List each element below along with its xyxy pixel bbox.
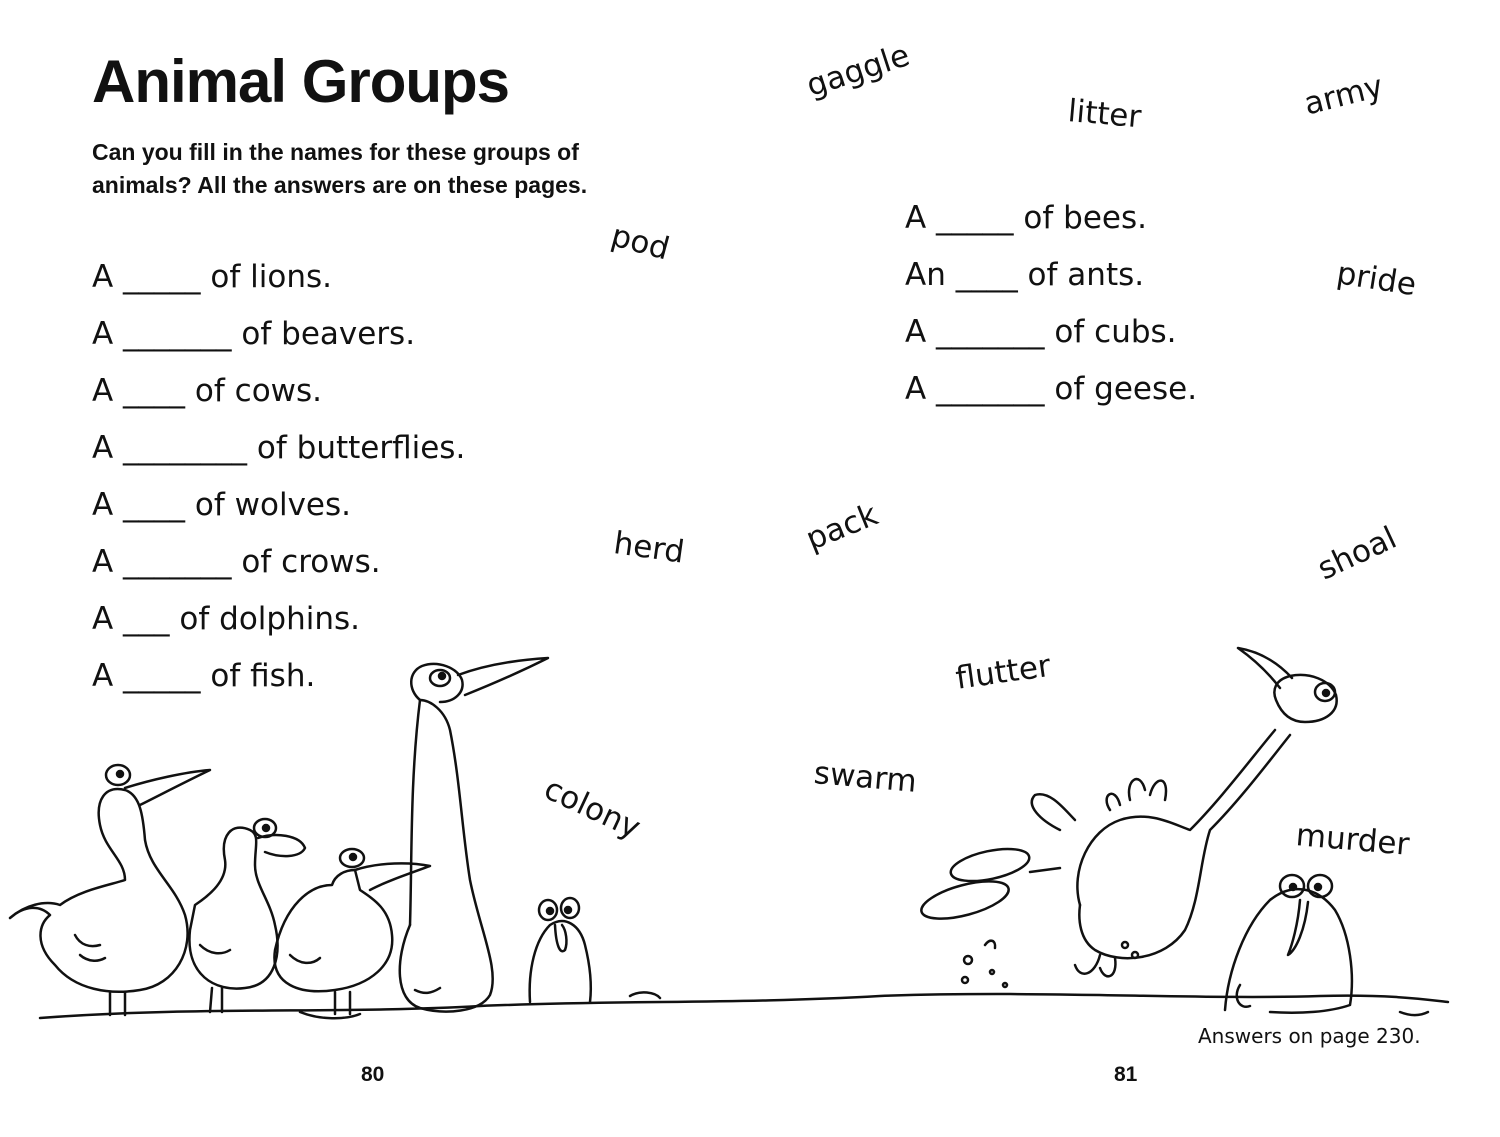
- answer-word-herd: herd: [611, 525, 687, 571]
- answer-word-gaggle: gaggle: [802, 37, 914, 105]
- page-number-left: 80: [361, 1063, 385, 1086]
- bird-1: [10, 765, 210, 1015]
- question-crows: A _______ of crows.: [92, 544, 381, 580]
- tall-heron: [400, 658, 548, 1012]
- question-butterflies: A ________ of butterflies.: [92, 430, 466, 466]
- question-bees: A _____ of bees.: [905, 200, 1147, 236]
- answer-word-flutter: flutter: [953, 647, 1053, 697]
- question-dolphins: A ___ of dolphins.: [92, 601, 360, 637]
- answer-word-pride: pride: [1334, 255, 1419, 304]
- question-fish: A _____ of fish.: [92, 658, 316, 694]
- answer-word-pack: pack: [801, 496, 883, 558]
- question-cubs: A _______ of cubs.: [905, 314, 1177, 350]
- answer-word-colony: colony: [538, 770, 646, 847]
- question-cows: A ____ of cows.: [92, 373, 323, 409]
- question-beavers: A _______ of beavers.: [92, 316, 416, 352]
- small-bird-right: [1225, 875, 1352, 1013]
- small-bird-peeking-left: [530, 898, 591, 1002]
- diving-bird: [918, 648, 1337, 987]
- answer-word-swarm: swarm: [812, 755, 919, 800]
- question-wolves: A ____ of wolves.: [92, 487, 352, 523]
- answer-word-shoal: shoal: [1312, 519, 1403, 588]
- answer-word-litter: litter: [1066, 93, 1143, 136]
- instructions: Can you fill in the names for these groups of animals? All the answers are on these pages.: [92, 139, 588, 198]
- page-number-right: 81: [1114, 1063, 1138, 1086]
- answer-word-murder: murder: [1294, 817, 1411, 863]
- answers-note: Answers on page 230.: [1198, 1024, 1421, 1048]
- page-title: Animal Groups: [92, 48, 510, 115]
- answer-word-pod: pod: [607, 217, 674, 268]
- question-ants: An ____ of ants.: [905, 257, 1145, 293]
- question-lions: A _____ of lions.: [92, 259, 332, 295]
- answer-word-army: army: [1300, 68, 1387, 123]
- question-geese: A _______ of geese.: [905, 371, 1198, 407]
